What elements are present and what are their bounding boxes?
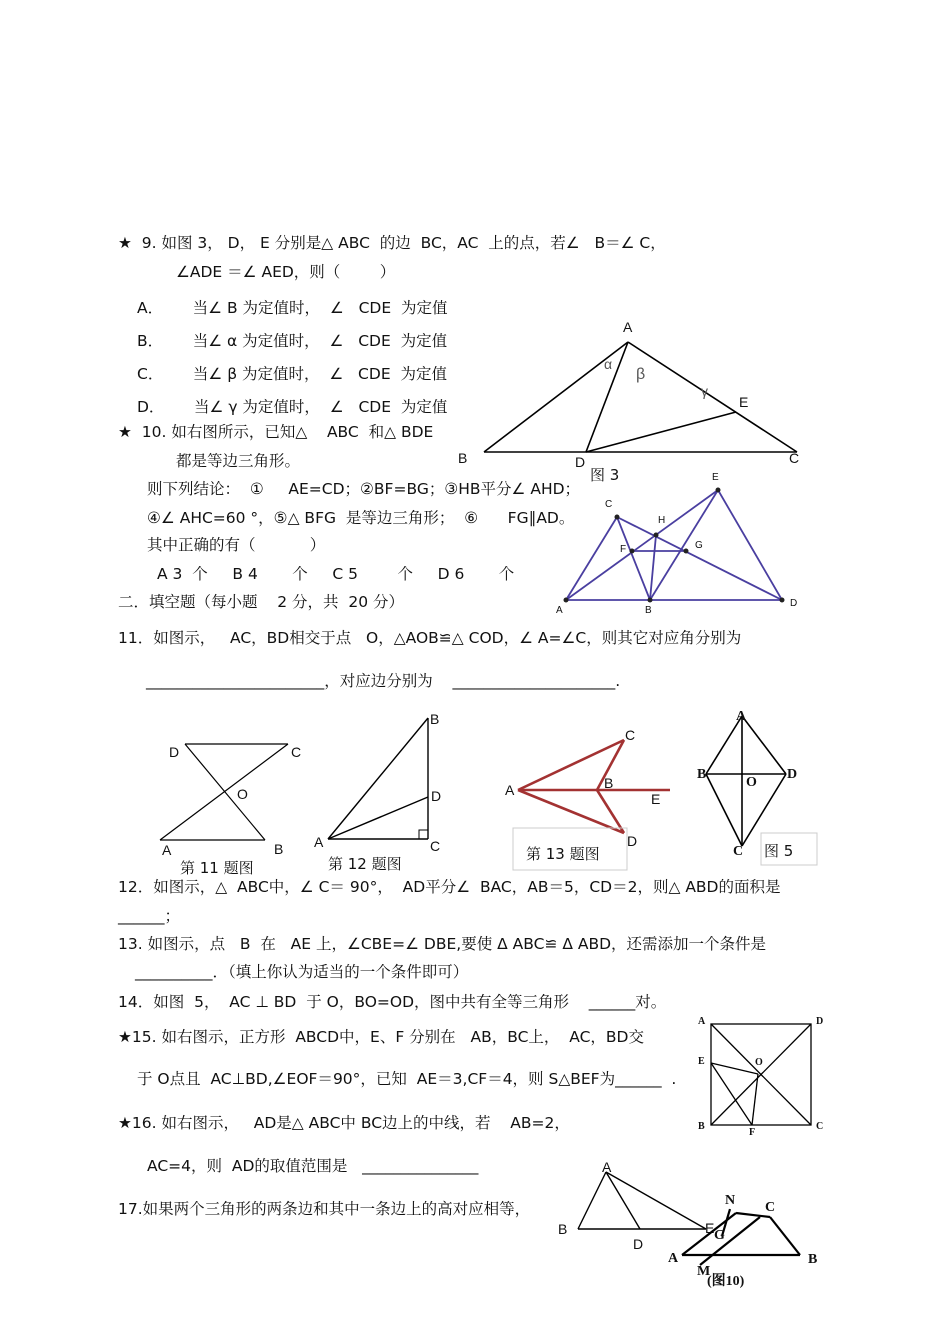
sq-label-d: D [816, 1016, 824, 1027]
fig17-label-n: N [725, 1193, 736, 1208]
fig11-label-c: C [291, 744, 302, 760]
fig11-label-a: A [162, 842, 172, 858]
fig3-label-gamma: γ [701, 383, 708, 399]
q9-option-c: C． 当∠ β 为定值时， ∠ CDE 为定值 [137, 365, 447, 383]
fig17-label-g: G [714, 1228, 725, 1243]
fig5-label-a: A [736, 709, 747, 724]
fig5-label-c: C [733, 844, 744, 859]
fig10-label-c: C [605, 499, 613, 510]
q10-choices: A 3 个 B 4 个 C 5 个 D 6 个 [157, 565, 515, 583]
fig17-label-a: A [668, 1251, 679, 1266]
q14-line1: 14．如图 5， AC ⊥ BD 于 O，BO=OD，图中共有全等三角形 ______对。 [118, 993, 667, 1011]
sq-label-f: F [749, 1127, 756, 1138]
fig10-label-f: F [620, 544, 627, 555]
section-2-heading: 二．填空题（每小题 2 分，共 20 分） [118, 593, 405, 611]
fig11-label-b: B [274, 841, 284, 857]
fig13-label-d: D [627, 833, 638, 849]
fig3-label-e: E [739, 394, 749, 410]
q12-line2: ______； [118, 907, 181, 925]
q10-line4: ④∠ AHC=60 °，⑤△ BFG 是等边三角形； ⑥ FG∥AD。 [147, 509, 575, 527]
fig10-label-g: G [695, 540, 703, 551]
q9-option-a: A． 当∠ B 为定值时， ∠ CDE 为定值 [137, 299, 448, 317]
fig12-label-b: B [430, 711, 440, 727]
fig17-label-b: B [808, 1252, 818, 1267]
fig16-label-d: D [633, 1236, 644, 1252]
fig11-label-o: O [237, 786, 248, 802]
fig5-label-b: B [697, 767, 707, 782]
fig10-label-a: A [556, 605, 563, 616]
fig17-label-c: C [765, 1200, 776, 1215]
fig5-caption: 图 5 [764, 842, 794, 860]
sq-label-a: A [698, 1016, 706, 1027]
fig10-label-h: H [658, 515, 666, 526]
fig11-caption: 第 11 题图 [180, 859, 254, 877]
fig13-label-c: C [625, 727, 636, 743]
q10-line2: 都是等边三角形。 [176, 452, 301, 470]
fig17-label-m: M [697, 1264, 711, 1279]
fig10-label-b: B [645, 605, 652, 616]
fig13-label-e: E [651, 791, 661, 807]
fig12-label-d: D [431, 788, 442, 804]
fig13-caption: 第 13 题图 [526, 845, 600, 863]
fig13-label-b: B [604, 775, 614, 791]
q9-option-d: D． 当∠ γ 为定值时， ∠ CDE 为定值 [137, 398, 448, 416]
fig3-label-c: C [789, 450, 800, 466]
sq-label-o: O [755, 1057, 763, 1068]
q12-line1: 12．如图示，△ ABC中，∠ C＝ 90°， AD平分∠ BAC，AB＝5，CD＝2，则△ ABD的面积是 [118, 878, 781, 896]
fig5-label-d: D [787, 767, 798, 782]
q16-line2: AC=4，则 AD的取值范围是 _______________ [147, 1157, 479, 1175]
fig12-caption: 第 12 题图 [328, 855, 402, 873]
fig16-label-e: E [705, 1220, 715, 1236]
fig12-label-c: C [430, 838, 441, 854]
fig11-label-d: D [169, 744, 180, 760]
fig3-caption: 图 3 [590, 466, 620, 484]
q10-line1: ★ 10. 如右图所示，已知△ ABC 和△ BDE [118, 423, 434, 441]
fig3-label-alpha: α [604, 356, 613, 372]
sq-label-e: E [698, 1056, 705, 1067]
q11-line1: 11．如图示， AC，BD相交于点 O，△AOB≌△ COD，∠ A=∠C，则其它对应角分别为 [118, 629, 742, 647]
fig16-label-b: B [558, 1221, 568, 1237]
fig17-caption: (图10) [707, 1274, 745, 1289]
q9-line1: ★ 9. 如图 3， D， E 分别是△ ABC 的边 BC，AC 上的点，若∠ B＝∠ C， [118, 234, 666, 252]
fig5-label-o: O [746, 775, 757, 790]
fig10-label-e: E [712, 472, 719, 483]
q15-line1: ★15. 如右图示，正方形 ABCD中，E、F 分别在 AB，BC上， AC，BD交 [118, 1028, 644, 1046]
q16-line1: ★16. 如右图示， AD是△ ABC中 BC边上的中线，若 AB=2， [118, 1114, 570, 1132]
q13-line2: __________．（填上你认为适当的一个条件即可） [135, 963, 469, 981]
q9-option-b: B． 当∠ α 为定值时， ∠ CDE 为定值 [137, 332, 448, 350]
fig16-label-a: A [602, 1159, 612, 1175]
fig3-label-d: D [575, 454, 586, 470]
q15-line2: 于 O点且 AC⊥BD,∠EOF＝90°，已知 AE＝3,CF＝4，则 S△BEF为______ . [137, 1070, 677, 1088]
q9-line2: ∠ADE ＝∠ AED，则（ ） [176, 263, 396, 281]
fig13-label-a: A [505, 782, 515, 798]
q17-line1: 17.如果两个三角形的两条边和其中一条边上的高对应相等， [118, 1200, 531, 1218]
fig12-label-a: A [314, 834, 324, 850]
q13-line1: 13. 如图示，点 B 在 AE 上，∠CBE=∠ DBE,要使 Δ ABC≌ Δ ABD，还需添加一个条件是 [118, 935, 767, 953]
q11-line2: _______________________，对应边分别为 _____________________. [146, 672, 621, 690]
q10-line5: 其中正确的有（ ） [147, 536, 326, 554]
fig3-label-beta: β [636, 366, 646, 383]
fig3-label-b: B [458, 450, 468, 466]
fig10-label-d: D [790, 598, 798, 609]
sq-label-c: C [816, 1121, 824, 1132]
sq-label-b: B [698, 1121, 705, 1132]
q10-line3: 则下列结论： ① AE=CD；②BF=BG；③HB平分∠ AHD； [147, 480, 581, 498]
fig3-label-a: A [623, 319, 633, 335]
